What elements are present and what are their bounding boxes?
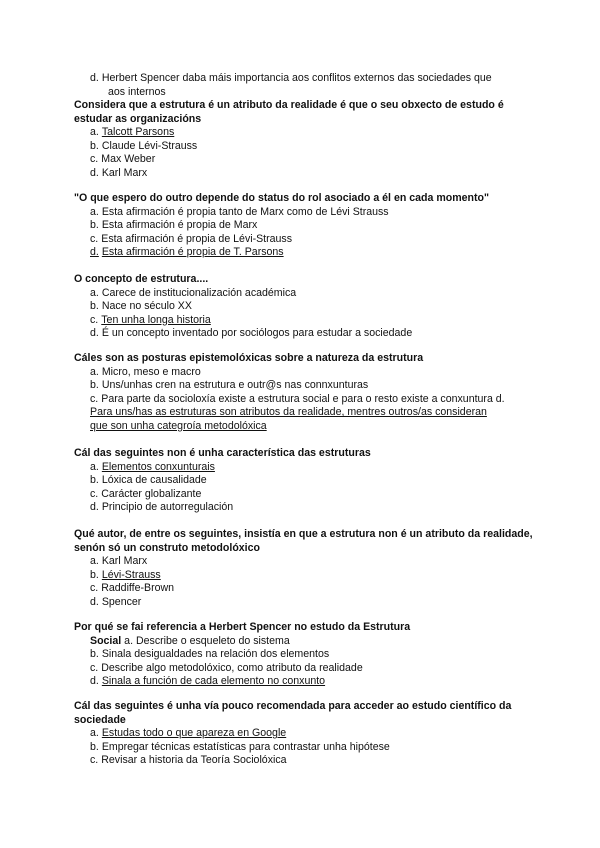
option-b[interactable] [74,140,544,154]
option-a[interactable] [74,555,544,569]
option-text: Carácter globalizante [101,487,202,500]
option-b[interactable] [74,474,544,488]
option-letter: a. [90,460,99,473]
option-d[interactable] [74,246,544,260]
option-letter: d. [90,72,99,84]
option-text: Describe o esqueleto do sistema [136,634,290,647]
option-text: Claude Lévi-Strauss [101,139,198,152]
option-c[interactable] [74,314,544,328]
option-letter: c. [90,661,99,674]
options-list [74,126,544,180]
option-text: Describe algo metodolóxico, como atributo da realidade [101,661,363,674]
option-text: Sinala desigualdades na relación dos elementos [101,648,330,661]
option-continuation: aos internos [108,85,166,98]
option-b[interactable] [74,379,544,393]
option-text-selected: Elementos conxunturais [101,460,215,473]
option-c[interactable] [74,153,544,167]
option-b[interactable] [74,741,544,755]
option-d-line2-selected[interactable]: que son unha categroía metodolóxica [90,419,267,432]
question-stem: Por qué se fai referencia a Herbert Spencer no estudo da Estrutura [74,621,411,633]
option-b[interactable] [74,300,544,314]
option-letter: b. [90,379,99,392]
option-letter: c. [90,487,99,500]
option-letter: c. [90,392,99,405]
option-text: Para parte da socioloxía existe a estrutura social e para o resto existe a conxuntura d. [101,392,505,405]
option-letter: c. [90,313,99,326]
option-letter: a. [90,286,99,299]
option-letter: b. [90,139,99,152]
option-d[interactable] [74,675,544,689]
option-c[interactable] [74,662,544,676]
option-a[interactable] [74,287,544,301]
options-list [74,555,544,609]
option-text: Herbert Spencer daba máis importancia aos conflitos externos das sociedades que [101,72,492,84]
option-letter: d. [90,327,99,340]
option-text: Max Weber [101,153,156,166]
question-stem: O concepto de estrutura.... [74,273,209,285]
option-text: Karl Marx [101,166,148,179]
option-text: Nace no século XX [101,300,192,313]
question-stem: Cál das seguintes non é unha característica das estruturas [74,447,371,459]
option-d[interactable] [74,327,544,341]
option-text: Empregar técnicas estatísticas para contrastar unha hipótese [101,740,390,753]
option-text-selected: Ten unha longa historia [101,313,211,326]
question-stem: Considera que a estrutura é un atributo da realidade é que o seu obxecto de estudo é estudar as organizacións [74,99,504,125]
option-letter: c. [90,153,99,166]
options-list [74,206,544,260]
option-letter: b. [90,740,99,753]
option-text: Revisar a historia da Teoría Sociolóxica [101,754,287,767]
option-a[interactable] [74,366,544,380]
option-text: Raddiffe-Brown [101,582,175,595]
option-letter: c. [90,232,99,245]
option-letter: a. [90,126,99,139]
option-text: Esta afirmación é propia tanto de Marx como de Lévi Strauss [101,205,389,218]
option-letter: c. [90,754,99,767]
option-letter: d. [90,675,99,688]
question-stem: "O que espero do outro depende do status do rol asociado a él en cada momento" [74,192,490,204]
option-letter: a. [90,205,99,218]
option-text: Spencer [101,595,142,608]
option-letter: a. [90,727,99,740]
option-letter: d. [90,595,99,608]
option-letter: b. [90,219,99,232]
option-letter: d. [90,501,99,514]
option-b[interactable] [74,648,544,662]
question-0-tail [74,72,544,99]
option-c[interactable] [74,582,544,596]
question-stem-continuation: Social [90,634,122,647]
option-letter: a. [124,634,134,647]
options-list [74,727,544,768]
question-2 [74,192,544,260]
option-letter: b. [90,300,99,313]
option-a[interactable] [74,206,544,220]
option-letter: a. [90,555,99,568]
option-a[interactable] [74,461,544,475]
question-3 [74,273,544,341]
question-1 [74,99,544,181]
option-text: É un concepto inventado por sociólogos para estudar a sociedade [101,327,413,340]
option-letter: a. [90,365,99,378]
option-letter: d. [90,246,99,259]
question-stem: Cál das seguintes é unha vía pouco recomendada para acceder ao estudo científico da sociedade [74,700,512,726]
option-c[interactable] [74,233,544,247]
option-d [74,72,544,86]
option-a[interactable] [74,126,544,140]
option-text-selected: Estudas todo o que apareza en Google [101,727,287,740]
options-list [74,648,544,689]
option-d[interactable] [74,167,544,181]
option-letter: c. [90,582,99,595]
option-c[interactable] [74,754,544,768]
question-stem: Qué autor, de entre os seguintes, insistía en que a estrutura non é un atributo da realidade, senón só un construto metodolóxico [74,528,533,554]
option-text: Esta afirmación é propia de Lévi-Strauss [101,232,293,245]
option-c[interactable] [74,488,544,502]
option-text: Principio de autorregulación [101,501,234,514]
option-text: Uns/unhas cren na estrutura e outr@s nas connxunturas [101,379,369,392]
option-letter: d. [90,166,99,179]
question-5 [74,447,544,515]
option-b[interactable] [74,219,544,233]
option-text: Esta afirmación é propia de Marx [101,219,258,232]
question-stem: Cáles son as posturas epistemolóxicas sobre a natureza da estrutura [74,352,424,364]
option-letter: b. [90,648,99,661]
options-list [74,461,544,515]
option-d-line1-selected[interactable]: Para uns/has as estruturas son atributos da realidade, mentres outros/as consideran [90,406,487,419]
option-d[interactable] [74,501,544,515]
option-text-selected: Lévi-Strauss [101,568,161,581]
option-a[interactable] [74,727,544,741]
option-text-selected: Talcott Parsons [101,126,175,139]
option-text: Carece de institucionalización académica [101,286,297,299]
option-d[interactable] [74,596,544,610]
question-4 [74,352,544,434]
question-6 [74,528,544,610]
option-text-selected: Sinala a función de cada elemento no conxunto [101,675,326,688]
options-list [74,366,544,407]
option-text: Micro, meso e macro [101,365,201,378]
option-a[interactable] [74,635,544,649]
option-b[interactable] [74,569,544,583]
question-8 [74,700,544,768]
option-text-selected: Esta afirmación é propia de T. Parsons [101,246,284,259]
question-7 [74,621,544,689]
options-list [74,287,544,341]
option-text: Lóxica de causalidade [101,474,207,487]
option-text: Karl Marx [101,555,148,568]
option-letter: b. [90,568,99,581]
option-letter: b. [90,474,99,487]
option-c[interactable] [74,393,544,407]
